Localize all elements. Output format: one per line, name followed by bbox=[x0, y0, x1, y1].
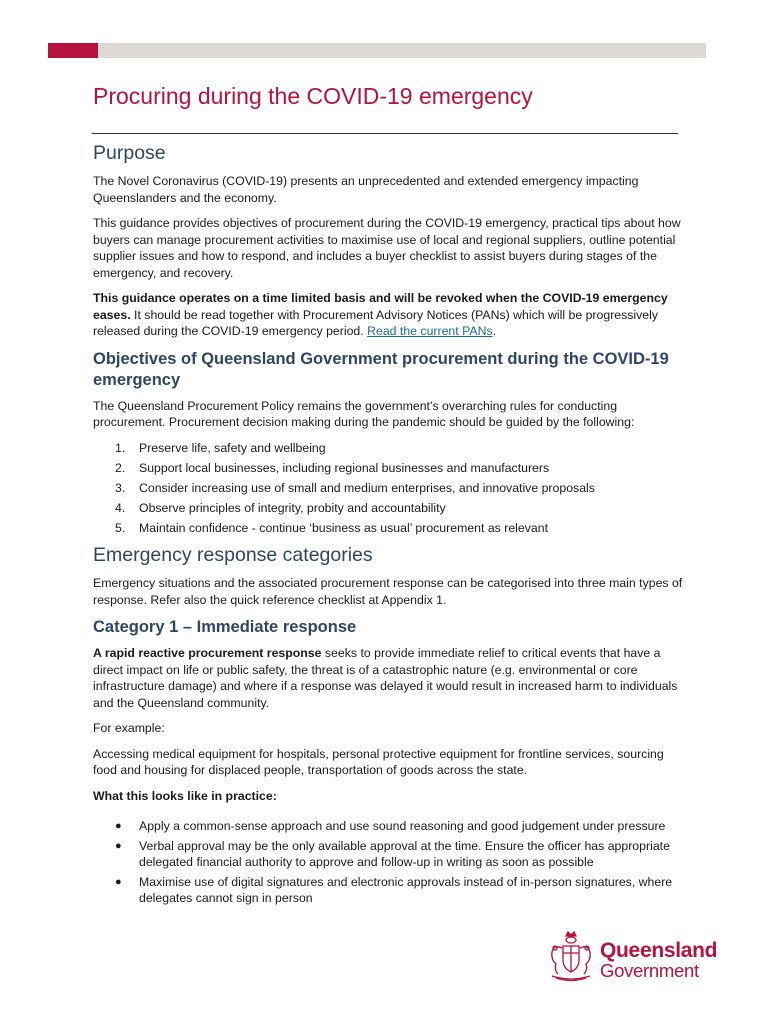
objective-number: 1. bbox=[115, 440, 126, 455]
header-bar bbox=[48, 43, 706, 58]
page-title: Procuring during the COVID-19 emergency bbox=[93, 83, 533, 109]
category1-heading: Category 1 – Immediate response bbox=[93, 618, 357, 636]
purpose-notice-bold: This guidance operates on a time limited basis and will be revoked when the COVID-19 emergency eases. bbox=[93, 291, 668, 322]
title-divider bbox=[92, 133, 678, 134]
practice-item bbox=[93, 818, 683, 835]
bullet-icon: ● bbox=[115, 875, 122, 888]
practice-item bbox=[93, 874, 683, 907]
example-text: Accessing medical equipment for hospitals, personal protective equipment for frontline services, sourcing food and housing for displaced people, transportation of goods across the state. bbox=[93, 746, 664, 777]
objective-item bbox=[93, 480, 683, 497]
example-label: For example: bbox=[93, 721, 165, 735]
objective-text: Preserve life, safety and wellbeing bbox=[139, 440, 326, 455]
practice-text: Verbal approval may be the only available approval at the time. Ensure the officer has appropriate delegated financial authority to approve and follow-up in writing as soon as possible bbox=[139, 838, 670, 869]
queensland-crest-icon bbox=[548, 930, 594, 982]
purpose-paragraph-1: The Novel Coronavirus (COVID-19) presents an unprecedented and extended emergency impacting Queenslanders and the economy. bbox=[93, 174, 639, 205]
logo-wordmark-queensland: Queensland bbox=[600, 939, 718, 962]
current-pans-link[interactable]: Read the current PANs bbox=[367, 324, 493, 338]
objectives-intro: The Queensland Procurement Policy remains the government’s overarching rules for conducting procurement. Procurement decision making during the pandemic should be guided by the following: bbox=[93, 398, 635, 429]
objective-item bbox=[93, 440, 683, 457]
category1-text: seeks to provide immediate relief to critical events that have a direct impact on life or public safety, the threat is of a catastrophic nature (e.g. environmental or core infrastructure damage) and where if a response was delayed it would result in increased harm to individuals and the Queensland community. bbox=[93, 646, 678, 710]
objective-number: 4. bbox=[115, 500, 126, 515]
objectives-heading: Objectives of Queensland Government procurement during the COVID-19 emergency bbox=[93, 349, 669, 389]
objective-number: 2. bbox=[115, 460, 126, 475]
practice-heading bbox=[93, 788, 683, 805]
category1-paragraph bbox=[93, 645, 683, 711]
categories-intro: Emergency situations and the associated procurement response can be categorised into three main types of response. Refer also the quick reference checklist at Appendix 1. bbox=[93, 576, 683, 607]
objective-item bbox=[93, 500, 683, 517]
practice-text: Apply a common-sense approach and use sound reasoning and good judgement under pressure bbox=[139, 819, 666, 833]
category1-bold-lead: A rapid reactive procurement response bbox=[93, 646, 322, 660]
objective-text: Observe principles of integrity, probity and accountability bbox=[139, 500, 446, 515]
purpose-notice-end: . bbox=[492, 324, 497, 338]
objective-text: Consider increasing use of small and medium enterprises, and innovative proposals bbox=[139, 480, 595, 495]
objectives-list bbox=[93, 440, 683, 537]
bullet-icon: ● bbox=[115, 820, 122, 832]
objective-text: Maintain confidence - continue ‘business as usual’ procurement as relevant bbox=[139, 520, 548, 535]
document-body bbox=[93, 140, 683, 910]
objective-number: 5. bbox=[115, 520, 126, 535]
practice-heading-bold: What this looks like in practice: bbox=[93, 788, 277, 803]
objective-item bbox=[93, 520, 683, 537]
queensland-government-logo bbox=[548, 930, 718, 982]
objective-text: Support local businesses, including regional businesses and manufacturers bbox=[139, 460, 550, 475]
practice-text: Maximise use of digital signatures and electronic approvals instead of in-person signatures, where delegates cannot sign in person bbox=[139, 874, 673, 905]
bullet-icon: ● bbox=[115, 839, 122, 852]
purpose-paragraph-2: This guidance provides objectives of procurement during the COVID-19 emergency, practical tips about how buyers can manage procurement activities to maximise use of local and regional suppliers, outline potential supplier issues and how to respond, and includes a buyer checklist to assist buyers during stages of the emergency, and recovery. bbox=[93, 216, 681, 280]
practice-list bbox=[93, 818, 683, 907]
logo-wordmark-government: Government bbox=[600, 960, 699, 981]
practice-item bbox=[93, 838, 683, 871]
header-bar-accent bbox=[48, 43, 98, 58]
objective-number: 3. bbox=[115, 480, 126, 495]
categories-heading: Emergency response categories bbox=[93, 544, 373, 566]
purpose-notice-text: It should be read together with Procurement Advisory Notices (PANs) which will be progressively released during the COVID-19 emergency period. bbox=[93, 307, 659, 338]
purpose-paragraph-3 bbox=[93, 290, 683, 340]
purpose-heading: Purpose bbox=[93, 142, 166, 164]
objective-item bbox=[93, 460, 683, 477]
